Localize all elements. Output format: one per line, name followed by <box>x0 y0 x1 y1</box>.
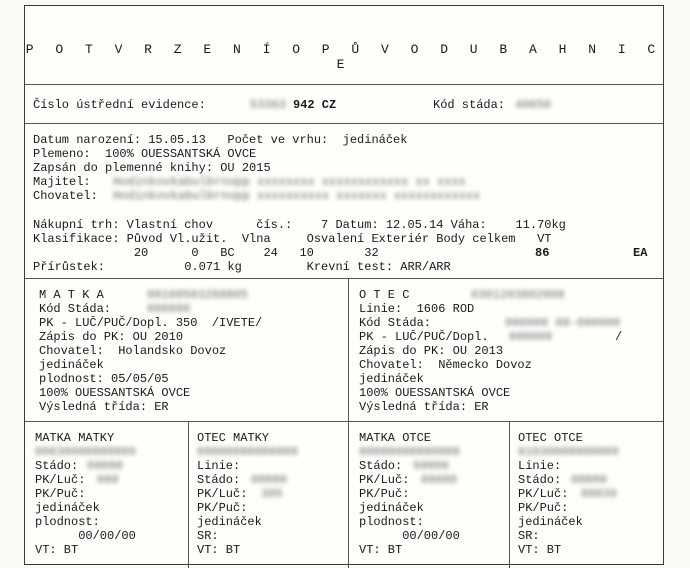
classification-values: 20 0 BC 24 10 32 <box>33 246 379 260</box>
gp-line: plodnost: <box>35 515 100 529</box>
gp-hidden: 00000 <box>421 473 458 487</box>
gp-line: PK/Luč: <box>518 487 569 501</box>
gp-line: jedináček <box>518 515 583 529</box>
divider <box>25 278 663 279</box>
gp-line: SR: <box>197 529 219 543</box>
vt-value: EA <box>633 246 648 260</box>
gp-line: Linie: <box>518 459 562 473</box>
gp-id-hidden: 00000000000000 <box>197 445 298 459</box>
gp-hidden: 000 <box>97 473 119 487</box>
gp-line: VT: BT <box>35 543 79 557</box>
gp-hidden: 00000 <box>571 473 608 487</box>
column-divider <box>348 278 349 568</box>
gp-line: VT: BT <box>197 543 241 557</box>
father-pk-hidden: 000000 <box>509 330 553 344</box>
gp-line: Stádo: <box>359 459 403 473</box>
gp-line: 00/00/00 <box>35 529 136 543</box>
gain-blood-line: Přírůstek: 0.071 kg Krevní test: ARR/ARR <box>33 260 451 274</box>
gp-line: PK/Luč: <box>359 473 410 487</box>
father-herd-label: Kód Stáda: <box>359 316 432 330</box>
mother-id-hidden: 00160503288805 <box>147 288 248 302</box>
mother-breed: 100% OUESSANTSKÁ OVCE <box>39 386 191 400</box>
gp-line: plodnost: <box>359 515 424 529</box>
gp-hidden: 99006 <box>413 459 450 473</box>
certificate-title: P O T V R Z E N Í O P Ů V O D U B A H N I C E <box>25 42 663 72</box>
gp-line: jedináček <box>35 501 100 515</box>
father-herd-hidden: 000000 00-000000 <box>505 316 621 330</box>
mother-header: M A T K A <box>39 288 104 302</box>
father-linie: Linie: 1606 ROD <box>359 302 475 316</box>
gp-line: Stádo: <box>197 473 241 487</box>
gp-hidden: 00000 <box>87 459 124 473</box>
classification-header: Klasifikace: Původ Vl.užit. Vlna Osvalení Exteriér Body celkem VT <box>33 232 552 246</box>
gp-line: PK/Puč: <box>35 487 86 501</box>
column-divider <box>509 421 510 568</box>
gp-line: VT: BT <box>359 543 403 557</box>
column-divider <box>188 421 189 568</box>
mother-litter: jedináček <box>39 358 104 372</box>
birth-line: Datum narození: 15.05.13 Počet ve vrhu: jedináček <box>33 133 408 147</box>
purchase-line: Nákupní trh: Vlastní chov čís.: 7 Datum: 12.05.14 Váha: 11.70kg <box>33 218 566 232</box>
gp-header: OTEC OTCE <box>518 431 583 445</box>
gp-header: MATKA OTCE <box>359 431 432 445</box>
gp-hidden: 305 <box>261 487 283 501</box>
registry-label: Číslo ústřední evidence: <box>33 98 206 112</box>
divider <box>25 123 663 124</box>
mother-pk: PK - LUČ/PUČ/Dopl. 350 /IVETE/ <box>39 316 263 330</box>
gp-line: SR: <box>518 529 540 543</box>
divider <box>25 421 663 422</box>
breeder-label: Chovatel: <box>33 189 98 203</box>
father-trida: Výsledná třída: ER <box>359 400 489 414</box>
gp-line: Stádo: <box>518 473 562 487</box>
gp-id-hidden: 01030000000000 <box>518 445 619 459</box>
father-header: O T E C <box>359 288 410 302</box>
father-breed: 100% OUESSANTSKÁ OVCE <box>359 386 511 400</box>
gp-line: Linie: <box>197 459 241 473</box>
gp-id-hidden: 00000000000000 <box>359 445 460 459</box>
gp-line: jedináček <box>359 501 424 515</box>
herd-code-label: Kód stáda: <box>433 98 506 112</box>
mother-plodnost: plodnost: 05/05/05 <box>39 372 169 386</box>
gp-line: Stádo: <box>35 459 79 473</box>
owner-hidden: Hodinkovkabulbrnopp xxxxxxxx xxxxxxxxxxxx xx xxxx <box>113 175 466 189</box>
father-litter: jedináček <box>359 372 424 386</box>
mother-chovatel: Chovatel: Holandsko Dovoz <box>39 344 227 358</box>
gp-id-hidden: 00630000000009 <box>35 445 136 459</box>
gp-line: jedináček <box>197 515 262 529</box>
certificate-frame <box>24 5 664 565</box>
breed-line: Plemeno: 100% OUESSANTSKÁ OVCE <box>33 147 257 161</box>
mother-herd-label: Kód Stáda: <box>39 302 112 316</box>
mother-herd-hidden: 000000 <box>147 302 191 316</box>
gp-line: PK/Puč: <box>197 501 248 515</box>
registry-hidden-number: 53363 <box>250 98 287 112</box>
father-chovatel: Chovatel: Německo Dovoz <box>359 358 532 372</box>
gp-line: PK/Luč: <box>197 487 248 501</box>
mother-zapis: Zápis do PK: OU 2010 <box>39 330 184 344</box>
gp-line: PK/Puč: <box>359 487 410 501</box>
divider <box>25 84 663 85</box>
father-pk: PK - LUČ/PUČ/Dopl. <box>359 330 489 344</box>
father-zapis: Zápis do PK: OU 2013 <box>359 344 504 358</box>
father-pk-end: / <box>615 330 623 344</box>
registry-number: 942 CZ <box>293 98 337 112</box>
father-id-hidden: 0301203802008 <box>471 288 565 302</box>
gp-header: OTEC MATKY <box>197 431 270 445</box>
gp-line: VT: BT <box>518 543 562 557</box>
gp-line: PK/Puč: <box>518 501 569 515</box>
gp-hidden: 00039 <box>581 487 618 501</box>
gp-line: PK/Luč: <box>35 473 86 487</box>
gp-hidden: 00000 <box>251 473 288 487</box>
total-score: 86 <box>535 246 550 260</box>
breeder-hidden: Hodinkovkabulbrnopp xxxxxxxxxx xxxxxxx xxxxxxxxxxxx <box>113 189 481 203</box>
mother-trida: Výsledná třída: ER <box>39 400 169 414</box>
herdbook-line: Zapsán do plemenné knihy: OU 2015 <box>33 161 271 175</box>
gp-header: MATKA MATKY <box>35 431 115 445</box>
owner-label: Majitel: <box>33 175 91 189</box>
gp-line: 00/00/00 <box>359 529 460 543</box>
herd-code-hidden: 40650 <box>515 98 552 112</box>
